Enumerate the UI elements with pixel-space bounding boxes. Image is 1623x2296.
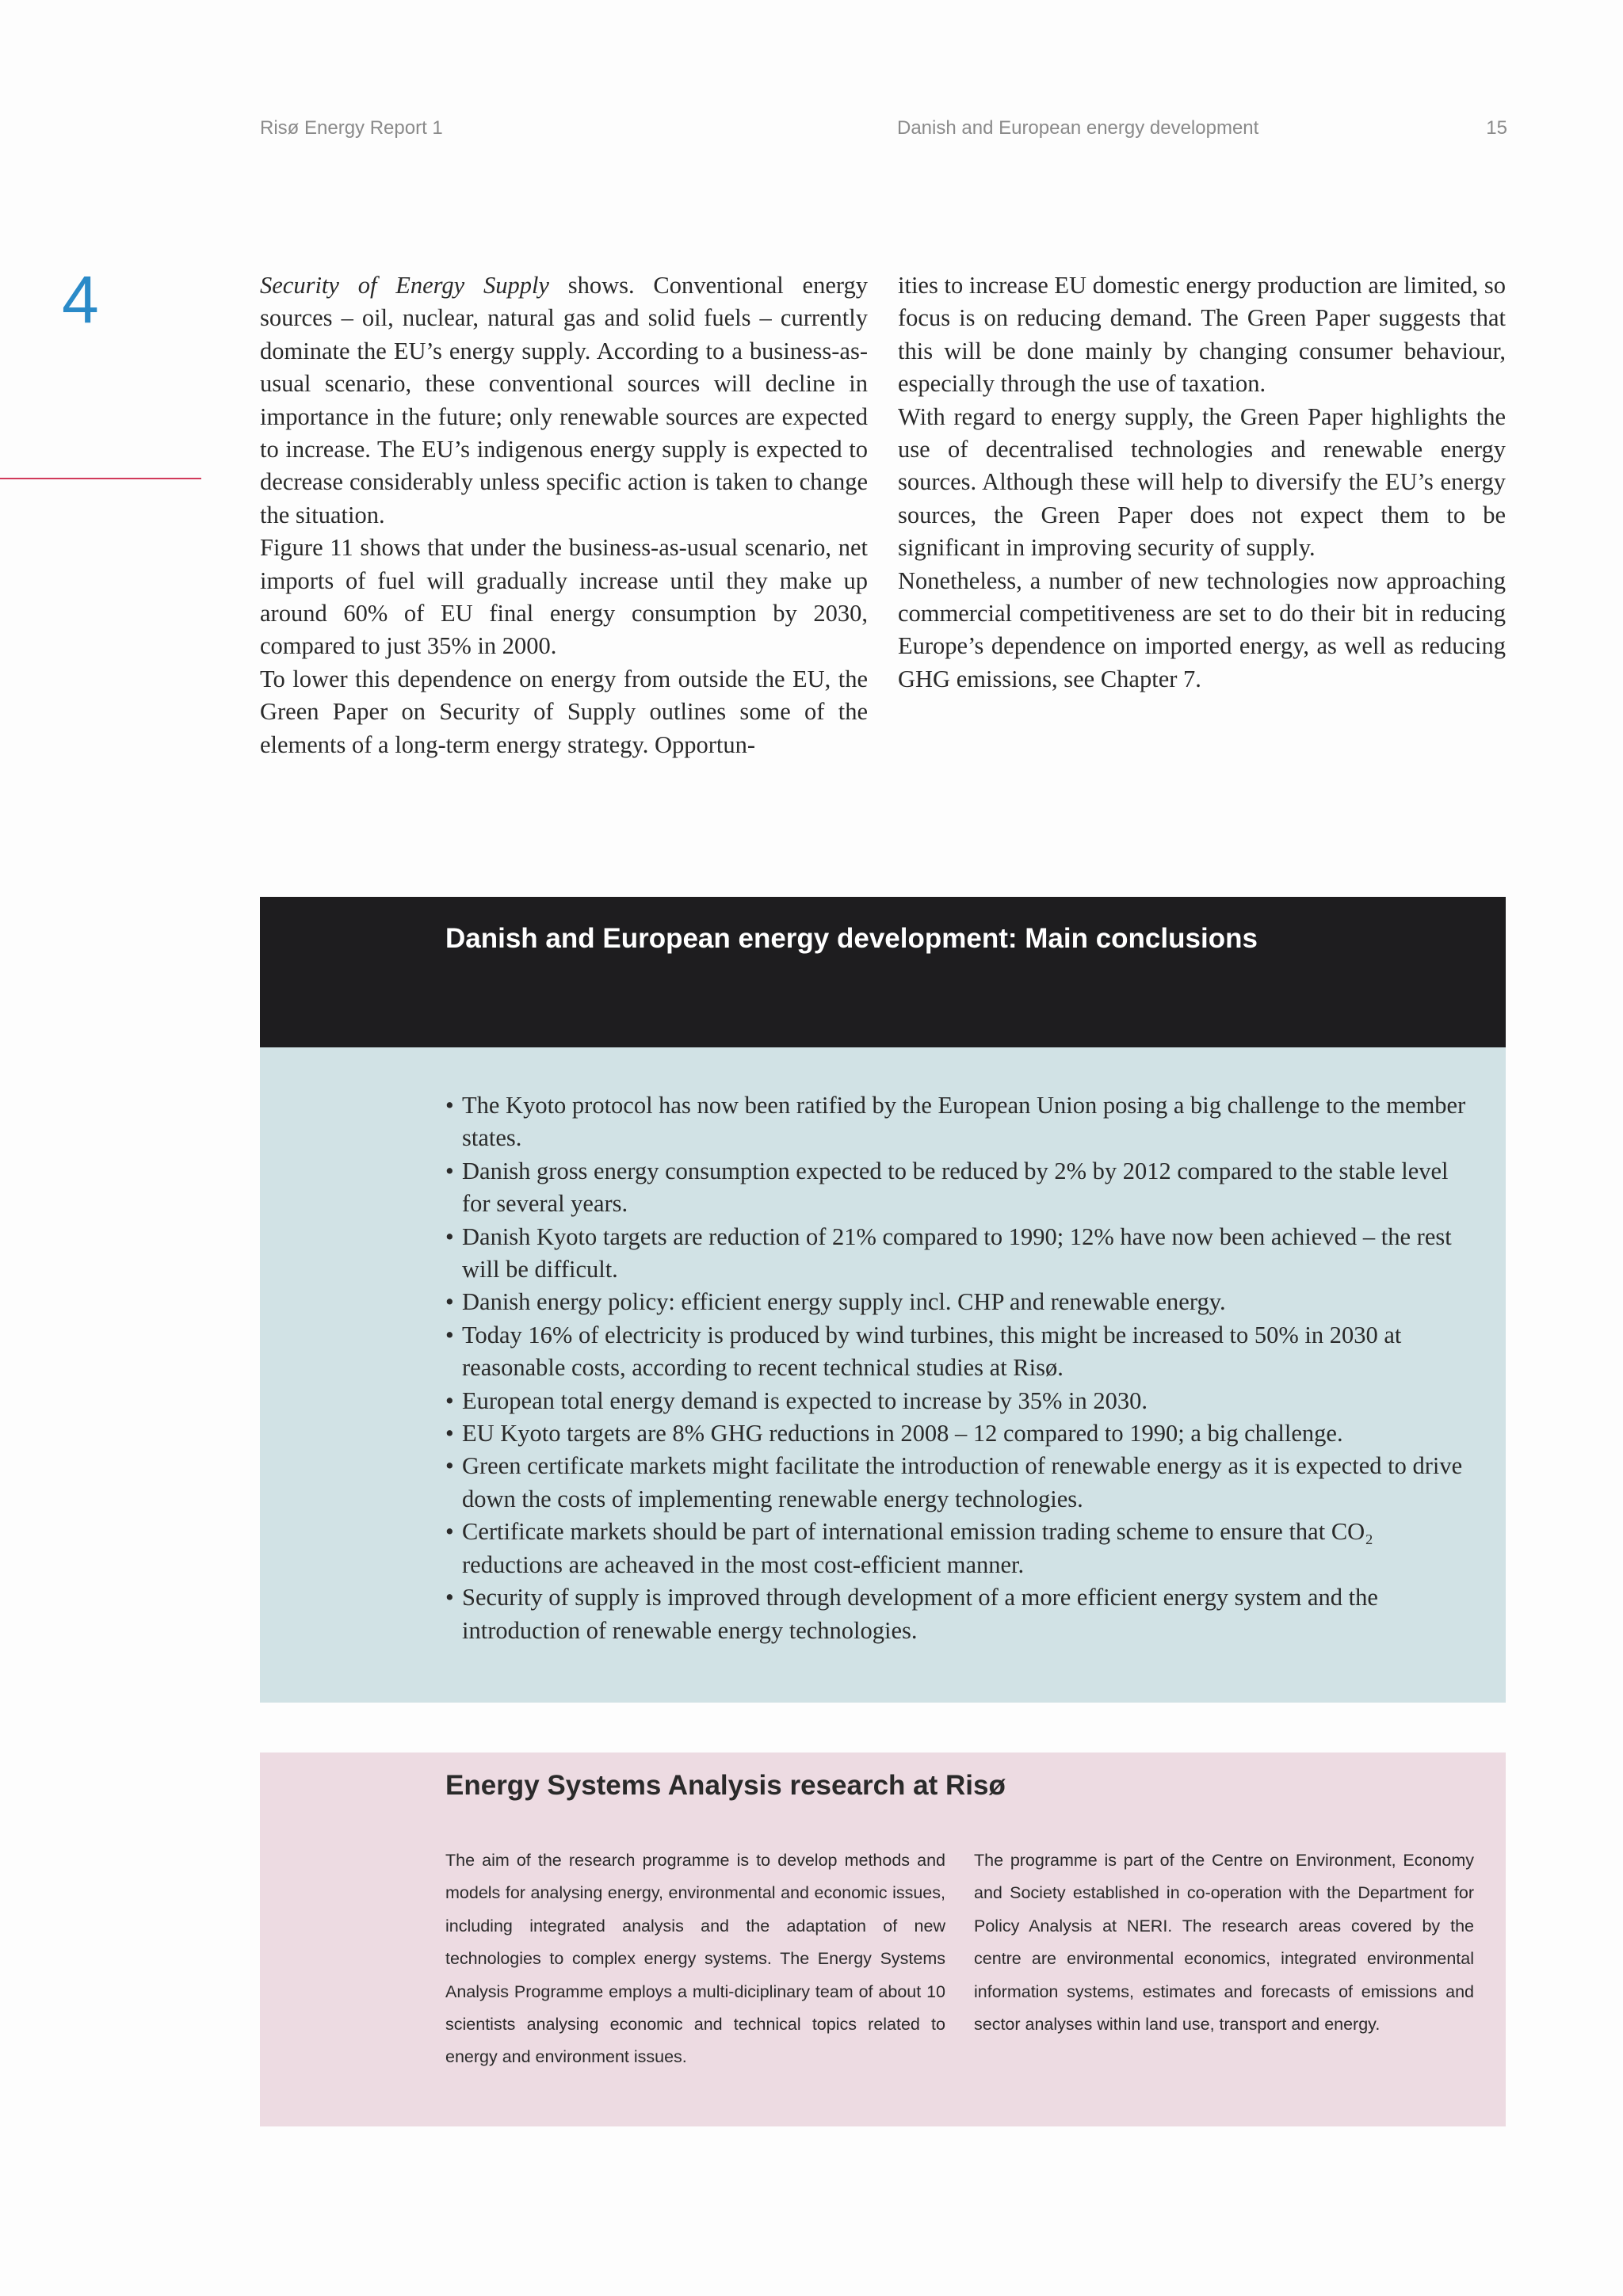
conclusion-item: • European total energy demand is expected to increase by 35% in 2030. bbox=[445, 1385, 1473, 1417]
conclusions-title: Danish and European energy development: Main conclusions bbox=[445, 923, 1258, 954]
body-column-right bbox=[898, 269, 1506, 696]
body-column-left bbox=[260, 269, 868, 761]
conclusion-item: • Today 16% of electricity is produced by wind turbines, this might be increased to 50% in 2030 at reasonable costs, according to recent technical studies at Risø. bbox=[445, 1319, 1473, 1385]
body-paragraph bbox=[260, 269, 868, 532]
body-paragraph: ities to increase EU domestic energy production are limited, so focus is on reducing demand. The Green Paper suggests that this will be done mainly by changing consumer behaviour, especially through the use of taxation. bbox=[898, 272, 1506, 398]
running-header-title: Risø Energy Report 1 bbox=[260, 117, 443, 139]
running-header-section: Danish and European energy development bbox=[897, 117, 1259, 139]
conclusion-item: • Danish energy policy: efficient energy supply incl. CHP and renewable energy. bbox=[445, 1286, 1473, 1318]
conclusion-item: • The Kyoto protocol has now been ratified by the European Union posing a big challenge to the member states. bbox=[445, 1089, 1473, 1155]
page-number: 15 bbox=[1486, 117, 1507, 139]
chapter-rule-divider bbox=[0, 478, 201, 479]
conclusion-item: • Certificate markets should be part of international emission trading scheme to ensure that CO₂ reductions are acheaved in the most cost-efficient manner. bbox=[445, 1516, 1473, 1581]
conclusion-item: • EU Kyoto targets are 8% GHG reductions in 2008 – 12 compared to 1990; a big challenge. bbox=[445, 1417, 1473, 1450]
conclusions-box bbox=[260, 1047, 1506, 1703]
research-box bbox=[260, 1753, 1506, 2126]
research-title: Energy Systems Analysis research at Risø bbox=[445, 1770, 1006, 1801]
conclusion-item: • Danish Kyoto targets are reduction of 21% compared to 1990; 12% have now been achieved – the rest will be difficult. bbox=[445, 1221, 1473, 1287]
body-paragraph: With regard to energy supply, the Green Paper highlights the use of decentralised technologies and renewable energy sources. Although these will help to diversify the EU’s energy sources, the Green Paper does not expect them to be significant in improving security of supply. bbox=[898, 402, 1506, 562]
conclusion-item: • Danish gross energy consumption expected to be reduced by 2% by 2012 compared to the stable level for several years. bbox=[445, 1155, 1473, 1221]
body-paragraph: Figure 11 shows that under the business-as-usual scenario, net imports of fuel will gradually increase until they make up around 60% of EU final energy consumption by 2030, compared to just 35% in 2000. bbox=[260, 534, 868, 660]
chapter-number: 4 bbox=[62, 262, 99, 337]
paragraph-text: shows. Conventional energy sources – oil, nuclear, natural gas and solid fuels – currently dominate the EU’s energy supply. According to a business-as-usual scenario, these conventional sources will decline in importance in the future; only renewable sources are expected to increase. The EU’s indigenous energy supply is expected to decrease considerably unless specific action is taken to change the situation. bbox=[260, 272, 868, 528]
body-paragraph: Nonetheless, a number of new technologies now approaching commercial competitiveness are set to do their bit in reducing Europe’s dependence on imported energy, as well as reducing GHG emissions, see Chapter 7. bbox=[898, 566, 1506, 692]
conclusion-item: • Green certificate markets might facilitate the introduction of renewable energy as it is expected to drive down the costs of implementing renewable energy technologies. bbox=[445, 1450, 1473, 1516]
research-column-left: The aim of the research programme is to develop methods and models for analysing energy, environmental and economic issues, including integrated analysis and the adaptation of new technologies to complex energy systems. The Energy Systems Analysis Programme employs a multi-diciplinary team of about 10 scientists analysing economic and technical topics related to energy and environment issues. bbox=[445, 1851, 945, 2067]
research-column-right: The programme is part of the Centre on Environment, Economy and Society established in co-operation with the Department for Policy Analysis at NERI. The research areas covered by the centre are environmental economics, integrated environmental information systems, estimates and forecasts of emissions and sector analyses within land use, transport and energy. bbox=[974, 1851, 1474, 2035]
body-paragraph: To lower this dependence on energy from outside the EU, the Green Paper on Security of Supply outlines some of the elements of a long-term energy strategy. Opportun- bbox=[260, 665, 868, 758]
conclusions-list bbox=[445, 1089, 1473, 1647]
conclusions-header-band bbox=[260, 897, 1506, 1047]
italic-reference-title: Security of Energy Supply bbox=[260, 272, 549, 299]
conclusion-item: • Security of supply is improved through development of a more efficient energy system and the introduction of renewable energy technologies. bbox=[445, 1581, 1473, 1647]
